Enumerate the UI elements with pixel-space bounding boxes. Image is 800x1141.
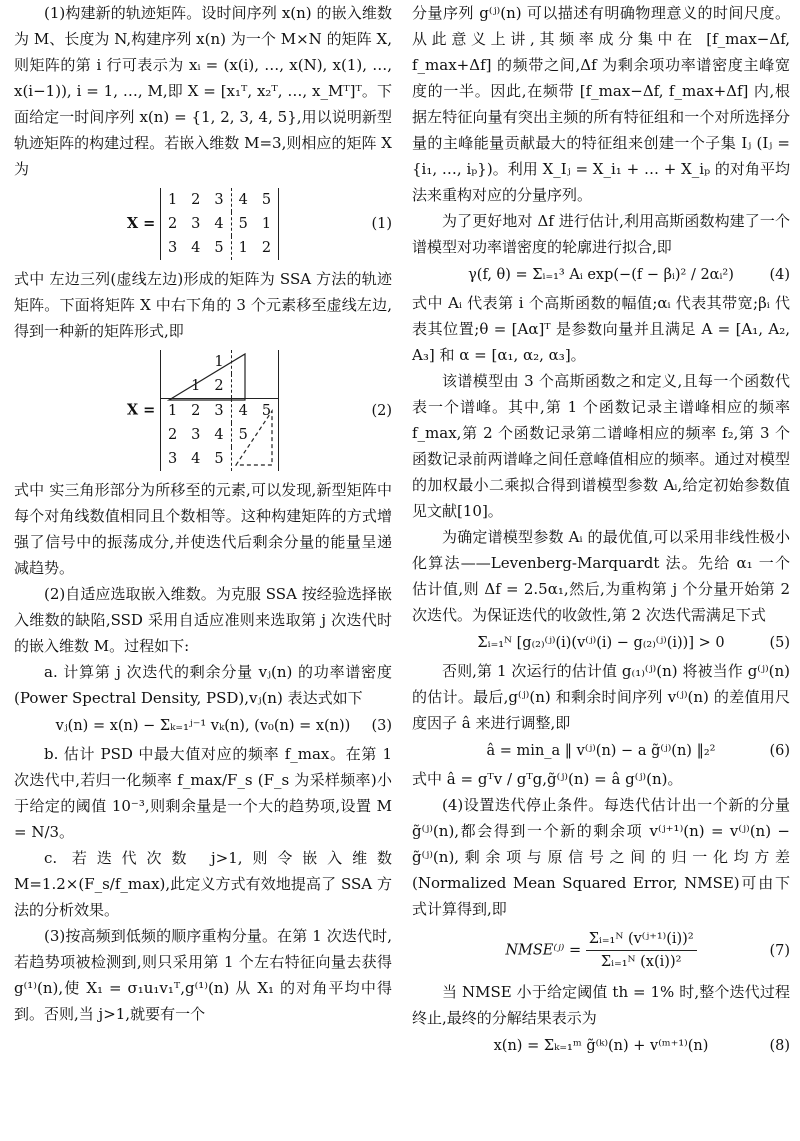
eq7-numerator: Σᵢ₌₁ᴺ (v⁽ʲ⁺¹⁾(i))² [586, 928, 697, 951]
paragraph: b. 估计 PSD 中最大值对应的频率 f_max。在第 1 次迭代中,若归一化频率 f_max/F_s (F_s 为采样频率)小于给定的阈值 10⁻³,则剩余量是一个大的趋势项,设置 M = N/3。 [14, 745, 392, 841]
equation-2 [14, 350, 392, 471]
matrix-2 [160, 350, 279, 471]
equation-number: (6) [769, 743, 790, 759]
equation-number: (1) [371, 216, 392, 232]
equation-8: x(n) = Σₖ₌₁ᵐ g̃⁽ᵏ⁾(n) + v⁽ᵐ⁺¹⁾(n) (8) [412, 1035, 790, 1057]
paragraph: (4)设置迭代停止条件。每迭代估计出一个新的分量 g̃⁽ʲ⁾(n),都会得到一个新的剩余项 v⁽ʲ⁺¹⁾(n) = v⁽ʲ⁾(n) − g̃⁽ʲ⁾(n),剩余项与原信号之间的归一化均方差(Normalized Mean Squared Error, NMSE)可由下式计算得到,即 [412, 796, 790, 918]
paragraph: 分量序列 g⁽ʲ⁾(n) 可以描述有明确物理意义的时间尺度。从此意义上讲,其频率成分集中在 [f_max−Δf, f_max+Δf] 的频带之间,Δf 为剩余项功率谱密度主峰宽度的一半。因此,在频带 [f_max−Δf, f_max+Δf] 内,根据左特征向量有突出主频的所有特征组和一个对所选择分量的主峰能量贡献最大的特征组来创建一个子集 Iⱼ (Iⱼ = {i₁, …, iₚ})。利用 X_Iⱼ = X_i₁ + … + X_iₚ 的对角平均法来重构对应的分量序列。 [412, 4, 790, 204]
paragraph: 为确定谱模型参数 Aᵢ 的最优值,可以采用非线性极小化算法——Levenberg-Marquardt 法。先给 α₁ 一个估计值,则 Δf = 2.5α₁,然后,为重构第 j 个分量开始第 2 次迭代。为保证迭代的收敛性,第 2 次迭代需满足下式 [412, 528, 790, 624]
paragraph: c. 若迭代次数 j>1,则令嵌入维数 M=1.2×(F_s/f_max),此定义方式有效地提高了 SSA 方法的分析效果。 [14, 849, 392, 919]
eq7-lhs: NMSE⁽ʲ⁾ = [505, 942, 582, 959]
paragraph: 式中 â = gᵀv / gᵀg,g̃⁽ʲ⁾(n) = â g⁽ʲ⁾(n)。 [412, 770, 683, 788]
equation-number: (7) [769, 942, 790, 959]
eq7-denominator: Σᵢ₌₁ᴺ (x(i))² [600, 954, 682, 970]
equation-4: γ(f, θ) = Σᵢ₌₁³ Aᵢ exp(−(f − βᵢ)² / 2αᵢ²) (4) [412, 264, 790, 286]
paragraph: (2)自适应选取嵌入维数。为克服 SSA 按经验选择嵌入维数的缺陷,SSD 采用自适应准则来选取第 j 次迭代时的嵌入维数 M。过程如下: [14, 585, 392, 655]
matrix-1 [160, 188, 279, 260]
paragraph: 否则,第 1 次运行的估计值 g₍₁₎⁽ʲ⁾(n) 将被当作 g⁽ʲ⁾(n) 的估计。最后,g⁽ʲ⁾(n) 和剩余时间序列 v⁽ʲ⁾(n) 的差值用尺度因子 â 来进行调整,即 [412, 662, 790, 732]
equation-7 [412, 928, 790, 973]
equation-1 [14, 188, 392, 260]
equation-5: Σᵢ₌₁ᴺ [g₍₂₎⁽ʲ⁾(i)(v⁽ʲ⁾(i) − g₍₂₎⁽ʲ⁾(i))] > 0 (5) [412, 632, 790, 654]
paragraph: 式中 实三角形部分为所移至的元素,可以发现,新型矩阵中每个对角线数值相同且个数相等。这种构建矩阵的方式增强了信号中的振荡成分,并使迭代后剩余分量的能量呈递减趋势。 [14, 481, 392, 577]
left-column [14, 0, 392, 1027]
paragraph: 当 NMSE 小于给定阈值 th = 1% 时,整个迭代过程终止,最终的分解结果表示为 [412, 983, 790, 1027]
dashed-triangle [234, 409, 274, 467]
paragraph: 式中 左边三列(虚线左边)形成的矩阵为 SSA 方法的轨迹矩阵。下面将矩阵 X 中右下角的 3 个元素移至虚线左边,得到一种新的矩阵形式,即 [14, 270, 392, 340]
paragraph: 为了更好地对 Δf 进行估计,利用高斯函数构建了一个谱模型对功率谱密度的轮廓进行拟合,即 [412, 212, 790, 256]
paragraph: 该谱模型由 3 个高斯函数之和定义,且每一个函数代表一个谱峰。其中,第 1 个函数记录主谱峰相应的频率 f_max,第 2 个函数记录第二谱峰相应的频率 f₂,第 3 个函数记录前两谱峰之间任意峰值相应的频率。通过对模型的加权最小二乘拟合得到谱模型参数 Aᵢ,给定初始参数值见文献[10]。 [412, 372, 790, 520]
equation-3: vⱼ(n) = x(n) − Σₖ₌₁ʲ⁻¹ vₖ(n), (v₀(n) = x(n)) (3) [14, 715, 392, 737]
equation-number: (5) [769, 635, 790, 651]
equation-6: â = min_a ‖ v⁽ʲ⁾(n) − a g̃⁽ʲ⁾(n) ‖₂² (6) [412, 740, 790, 762]
paragraph: 式中 Aᵢ 代表第 i 个高斯函数的幅值;αᵢ 代表其带宽;βᵢ 代表其位置;θ = [Aα]ᵀ 是参数向量并且满足 A = [A₁, A₂, A₃] 和 α = [α₁, α₂, α₃]。 [412, 294, 790, 364]
matrix-row: 1 2 3 4 5 [161, 188, 278, 212]
matrix-row: 3 4 5 1 2 [161, 236, 278, 260]
matrix-1-table [161, 188, 278, 260]
eq1-label: X = [126, 215, 156, 232]
equation-number: (4) [769, 267, 790, 283]
eq7-fraction [586, 928, 697, 973]
right-column [412, 0, 790, 1061]
paragraph: (1)构建新的轨迹矩阵。设时间序列 x(n) 的嵌入维数为 M、长度为 N,构建序列 x(n) 为一个 M×N 的矩阵 X,则矩阵的第 i 行可表示为 xᵢ = (x(i), …, x(N), x(1), …, x(i−1)), i = 1, …, M,即 X = [x₁ᵀ, x₂ᵀ, …, x_Mᵀ]ᵀ。下面给定一时间序列 x(n) = {1, 2, 3, 4, 5},用以说明新型轨迹矩阵的构建过程。若嵌入维数 M=3,则相应的矩阵 X 为 [14, 4, 392, 178]
matrix-2-table: 1 1 2 1 2 3 4 5 2 3 4 5 3 4 5 [161, 350, 278, 471]
eq2-label: X = [126, 401, 156, 419]
paragraph: (3)按高频到低频的顺序重构分量。在第 1 次迭代时,若趋势项被检测到,则只采用第 1 个左右特征向量去获得 g⁽¹⁾(n),使 X₁ = σ₁u₁v₁ᵀ,g⁽¹⁾(n) 从 X₁ 的对角平均中得到。否则,当 j>1,就要有一个 [14, 927, 392, 1023]
matrix-row: 2 3 4 5 1 [161, 212, 278, 236]
equation-number: (2) [371, 402, 392, 419]
paragraph: a. 计算第 j 次迭代的剩余分量 vⱼ(n) 的功率谱密度(Power Spectral Density, PSD),vⱼ(n) 表达式如下 [14, 663, 392, 707]
equation-number: (3) [371, 718, 392, 734]
equation-number: (8) [769, 1038, 790, 1054]
solid-triangle [167, 352, 247, 402]
